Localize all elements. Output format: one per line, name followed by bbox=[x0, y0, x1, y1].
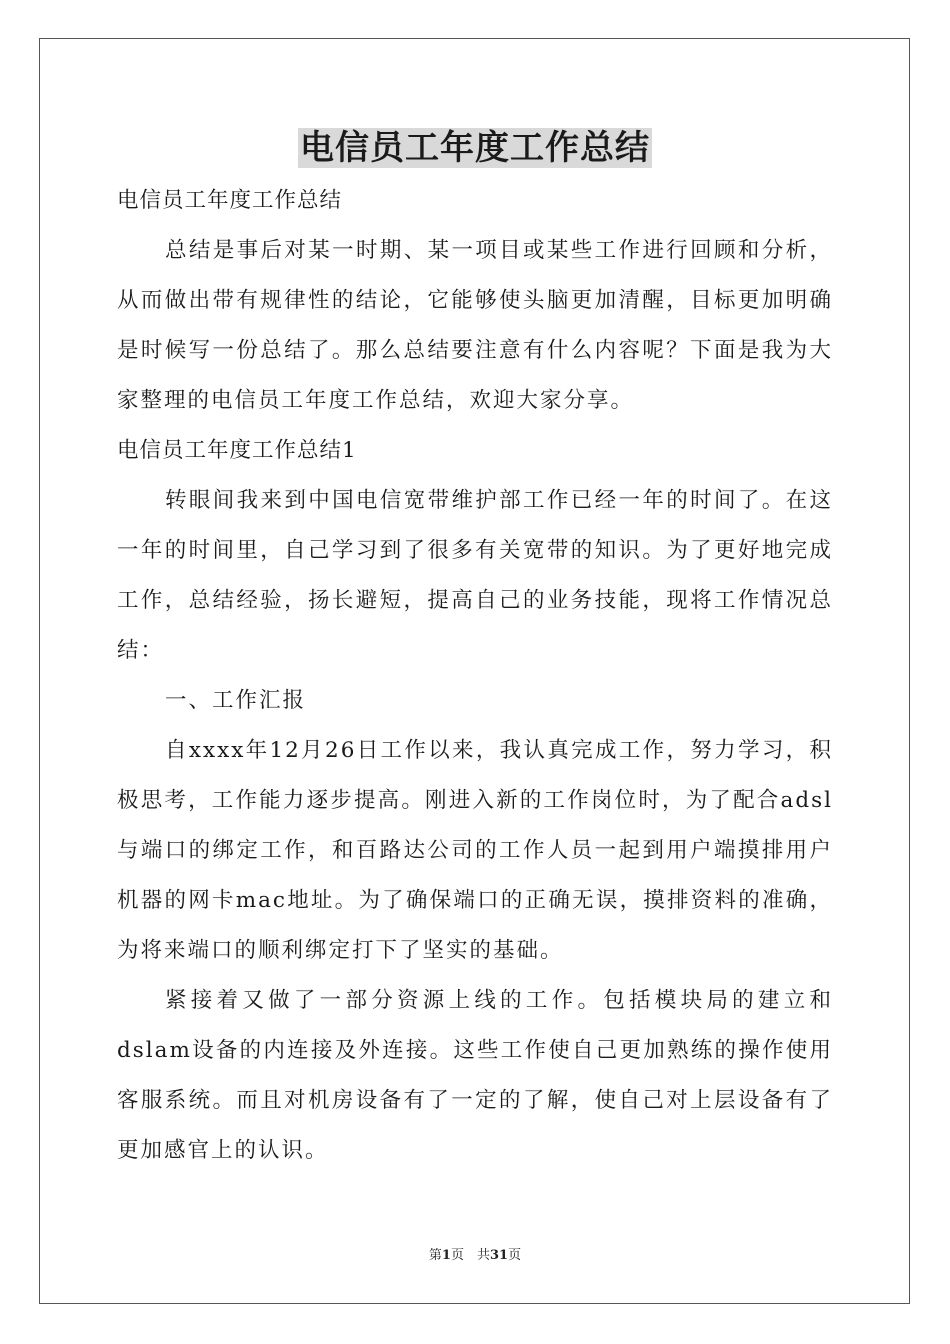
footer-middle: 页 共 bbox=[450, 1248, 490, 1263]
subtitle-paragraph: 电信员工年度工作总结 bbox=[117, 188, 343, 213]
body-paragraph: 自xxxx年12月26日工作以来，我认真完成工作，努力学习，积极思考，工作能力逐步提高。刚进入新的工作岗位时，为了配合adsl与端口的绑定工作，和百路达公司的工作人员一起到用户端摸排用户机器的网卡mac地址。为了确保端口的正确无误，摸排资料的准确，为将来端口的顺利绑定打下了坚实的基础。 bbox=[117, 738, 833, 963]
page-footer bbox=[0, 1246, 950, 1266]
body-paragraph: 紧接着又做了一部分资源上线的工作。包括模块局的建立和dslam设备的内连接及外连接。这些工作使自己更加熟练的操作使用客服系统。而且对机房设备有了一定的了解，使自己对上层设备有了更加感官上的认识。 bbox=[117, 988, 833, 1163]
body-paragraph: 转眼间我来到中国电信宽带维护部工作已经一年的时间了。在这一年的时间里，自己学习到了很多有关宽带的知识。为了更好地完成工作，总结经验，扬长避短，提高自己的业务技能，现将工作情况总结： bbox=[117, 488, 833, 663]
document-title bbox=[0, 122, 950, 174]
section-heading: 电信员工年度工作总结1 bbox=[117, 438, 357, 463]
footer-prefix: 第 bbox=[428, 1248, 442, 1263]
subsection-heading: 一、工作汇报 bbox=[165, 688, 307, 713]
document-body bbox=[117, 176, 833, 1176]
footer-suffix: 页 bbox=[508, 1248, 522, 1263]
footer-current-page: 1 bbox=[441, 1248, 451, 1263]
intro-paragraph: 总结是事后对某一时期、某一项目或某些工作进行回顾和分析，从而做出带有规律性的结论，它能够使头脑更加清醒，目标更加明确是时候写一份总结了。那么总结要注意有什么内容呢？下面是我为大家整理的电信员工年度工作总结，欢迎大家分享。 bbox=[117, 238, 833, 413]
footer-total-pages: 31 bbox=[489, 1248, 509, 1263]
document-title-text: 电信员工年度工作总结 bbox=[300, 128, 650, 168]
